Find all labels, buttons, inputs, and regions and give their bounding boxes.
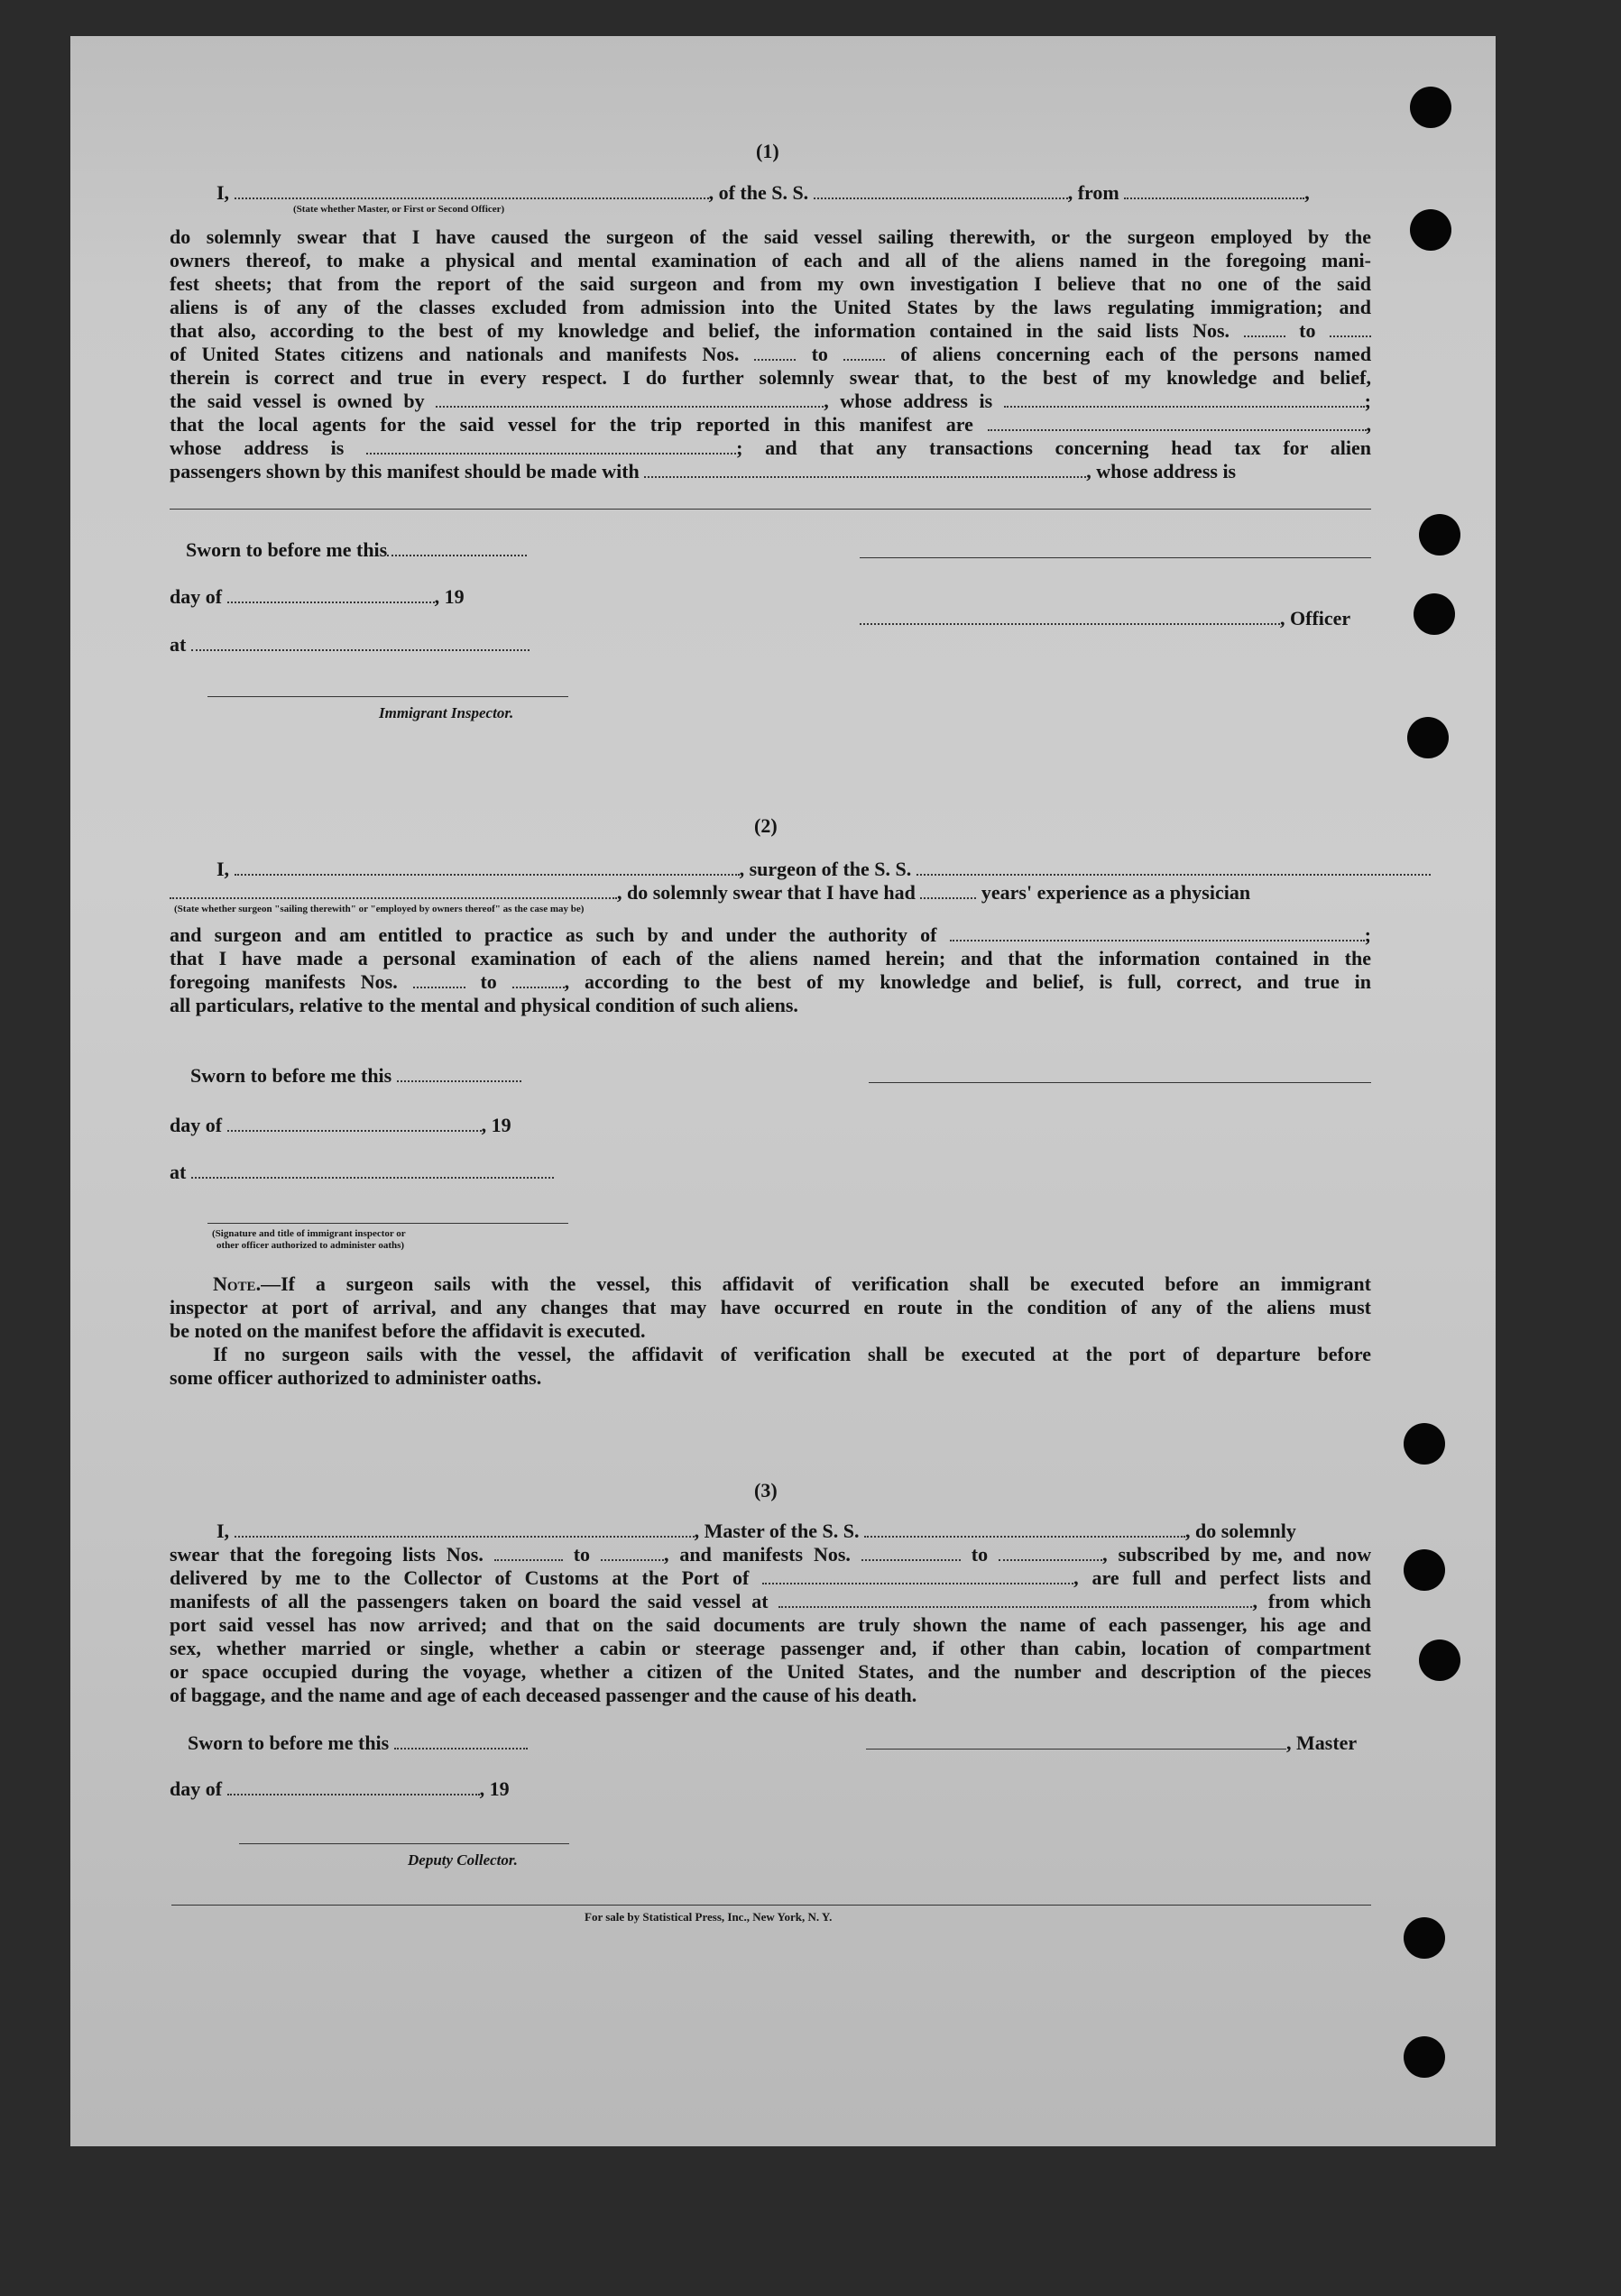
s1-officer: , Officer — [860, 607, 1350, 630]
note-block: Note.—If a surgeon sails with the vessel, this affidavit of verification shall be executed before an immigrant inspector at port of arrival, and any changes that may have occurred en route in the condition of any of the aliens must be noted on the manifest before the affidavit is executed. If no surgeon sails with the vessel, the affidavit of verification shall be executed at the port of departure before some officer authorized to administer oaths. — [170, 1272, 1371, 1389]
surgeon-status-field[interactable] — [170, 892, 617, 899]
binder-hole — [1404, 1549, 1445, 1591]
s2-day-of: day of , 19 — [170, 1114, 511, 1136]
lists-nos-from-field[interactable] — [1244, 330, 1285, 337]
deputy-collector-caption: Deputy Collector. — [408, 1851, 518, 1869]
s2-day-field[interactable] — [227, 1125, 482, 1132]
lists-nos-to-field[interactable] — [1330, 330, 1371, 337]
binder-hole — [1404, 1423, 1445, 1465]
s3-master-name-field[interactable] — [235, 1530, 695, 1538]
s2-swear-line: , do solemnly swear that I have had years' experience as a physician — [170, 881, 1250, 905]
s1-day-field[interactable] — [227, 596, 435, 603]
officer-title-field[interactable] — [860, 618, 1280, 625]
binder-hole — [1407, 717, 1449, 758]
owner-field[interactable] — [436, 400, 824, 408]
s1-sworn: Sworn to before me this — [186, 538, 527, 562]
s2-signature-line[interactable] — [869, 1082, 1371, 1083]
binder-hole — [1410, 87, 1451, 128]
binder-hole — [1404, 2036, 1445, 2078]
s2-signature-caption-1: (Signature and title of immigrant inspector or — [212, 1228, 406, 1239]
s2-body: and surgeon and am entitled to practice as such by and under the authority of ; that I have made a personal examination of each of the aliens named herein; and that the information contained in the foregoing manifests Nos. to , according to the best of my knowledge and belief, is full, correct, and true in all particulars, relative to the mental and physical condition of such aliens. — [170, 923, 1371, 1016]
s2-signature-caption-2: other officer authorized to administer oaths) — [216, 1240, 405, 1251]
deputy-collector-line[interactable] — [239, 1843, 569, 1844]
s3-day-field[interactable] — [227, 1788, 480, 1795]
manifests-nos-to-field[interactable] — [843, 354, 885, 361]
ship-name-field[interactable] — [814, 192, 1068, 199]
s3-sworn-date-field[interactable] — [394, 1742, 528, 1750]
years-experience-field[interactable] — [920, 892, 976, 899]
section-2-number: (2) — [754, 814, 778, 837]
footer-rule — [171, 1905, 1371, 1906]
note-label: Note. — [213, 1272, 262, 1295]
section-1-number: (1) — [756, 140, 779, 162]
s2-oath-line: I, , surgeon of the S. S. — [216, 858, 1431, 881]
s1-body: do solemnly swear that I have caused the surgeon of the said vessel sailing therewith, or the surgeon employed by the owners thereof, to make a physical and mental examination of each and all of the aliens named in the foregoing mani- fest sheets; that from the report of the said surgeon and from my own investigation I believe that no one of the said aliens is of any of the classes excluded from admission into the United States by the laws regulating immigration; and that also, according to the best of my knowledge and belief, the information contained in the said lists Nos. to of United States citizens and nationals and manifests Nos. to of aliens concerning each of the persons named therein is correct and true in every respect. I do further solemnly swear that, to the best of my knowledge and belief, the said vessel is owned by , whose address is ; that the local agents for the said vessel for the trip reported in this manifest are , whose address is ; and that any transactions concerning head tax for alien passengers shown by this manifest should be made with , whose address is — [170, 225, 1372, 482]
s1-sworn-date-field[interactable] — [387, 549, 527, 556]
section-3-number: (3) — [754, 1479, 778, 1502]
immigrant-inspector-caption: Immigrant Inspector. — [379, 704, 514, 721]
head-tax-party-field[interactable] — [644, 471, 1086, 478]
manifests-nos-from-field[interactable] — [754, 354, 796, 361]
master-caption: (State whether Master, or First or Second Officer) — [293, 204, 505, 215]
surgeon-caption: (State whether surgeon "sailing therewith" or "employed by owners thereof" as the case may be) — [174, 904, 585, 914]
s3-body: swear that the foregoing lists Nos. to , and manifests Nos. to , subscribed by me, and now delivered by me to the Collector of Customs at the Port of , are full and perfect lists and manifests of all the passengers taken on board the said vessel at , from which port said vessel has now arrived; and that on the said documents are truly shown the name of each passenger, his age and sex, whether married or single, whether a cabin or steerage passenger and, if other than cabin, location of compartment or space occupied during the voyage, whether a citizen of the United States, and the number and description of the pieces of baggage, and the name and age of each deceased passenger and the cause of his death. — [170, 1543, 1372, 1706]
s1-at: at — [170, 633, 530, 657]
s2-at-field[interactable] — [191, 1171, 554, 1179]
s3-lists-to-field[interactable] — [601, 1554, 664, 1561]
master-signature-field[interactable] — [866, 1741, 1286, 1750]
s3-lists-from-field[interactable] — [494, 1554, 563, 1561]
binder-hole — [1419, 514, 1460, 556]
s1-at-field[interactable] — [191, 644, 530, 651]
s3-manifests-from-field[interactable] — [861, 1554, 961, 1561]
boarding-port-field[interactable] — [778, 1601, 1252, 1608]
s3-ship-name-field[interactable] — [864, 1530, 1185, 1538]
binder-hole — [1410, 209, 1451, 251]
s2-ship-name-field[interactable] — [916, 868, 1431, 876]
s1-inspector-line[interactable] — [207, 696, 568, 697]
port-of-field[interactable] — [762, 1577, 1073, 1584]
s1-signature-line[interactable] — [860, 557, 1371, 558]
s3-day-of: day of , 19 — [170, 1777, 510, 1800]
s3-sworn: Sworn to before me this — [188, 1731, 528, 1755]
authority-field[interactable] — [950, 934, 1365, 941]
agents-address-field[interactable] — [366, 447, 736, 455]
s2-sworn-date-field[interactable] — [397, 1075, 521, 1082]
publisher-footer: For sale by Statistical Press, Inc., New York, N. Y. — [585, 1910, 833, 1924]
s3-manifests-to-field[interactable] — [999, 1554, 1102, 1561]
s1-address-line[interactable] — [170, 509, 1371, 510]
s1-oath-line: I, , of the S. S. , from , — [216, 181, 1310, 204]
local-agents-field[interactable] — [988, 424, 1367, 431]
s2-manifests-from-field[interactable] — [413, 981, 465, 988]
s1-day-of: day of , 19 — [170, 585, 465, 608]
binder-hole — [1419, 1639, 1460, 1681]
s2-sworn: Sworn to before me this — [190, 1064, 521, 1088]
master-name-field[interactable] — [235, 192, 709, 199]
surgeon-name-field[interactable] — [235, 868, 740, 876]
owner-address-field[interactable] — [1004, 400, 1365, 408]
port-from-field[interactable] — [1124, 192, 1304, 199]
binder-hole — [1414, 593, 1455, 635]
s2-at: at — [170, 1161, 554, 1184]
binder-hole — [1404, 1917, 1445, 1959]
s2-manifests-to-field[interactable] — [512, 981, 565, 988]
s3-oath-line: I, , Master of the S. S. , do solemnly — [216, 1520, 1296, 1542]
s2-inspector-line[interactable] — [207, 1223, 568, 1224]
s3-master-signature: , Master — [866, 1731, 1357, 1755]
